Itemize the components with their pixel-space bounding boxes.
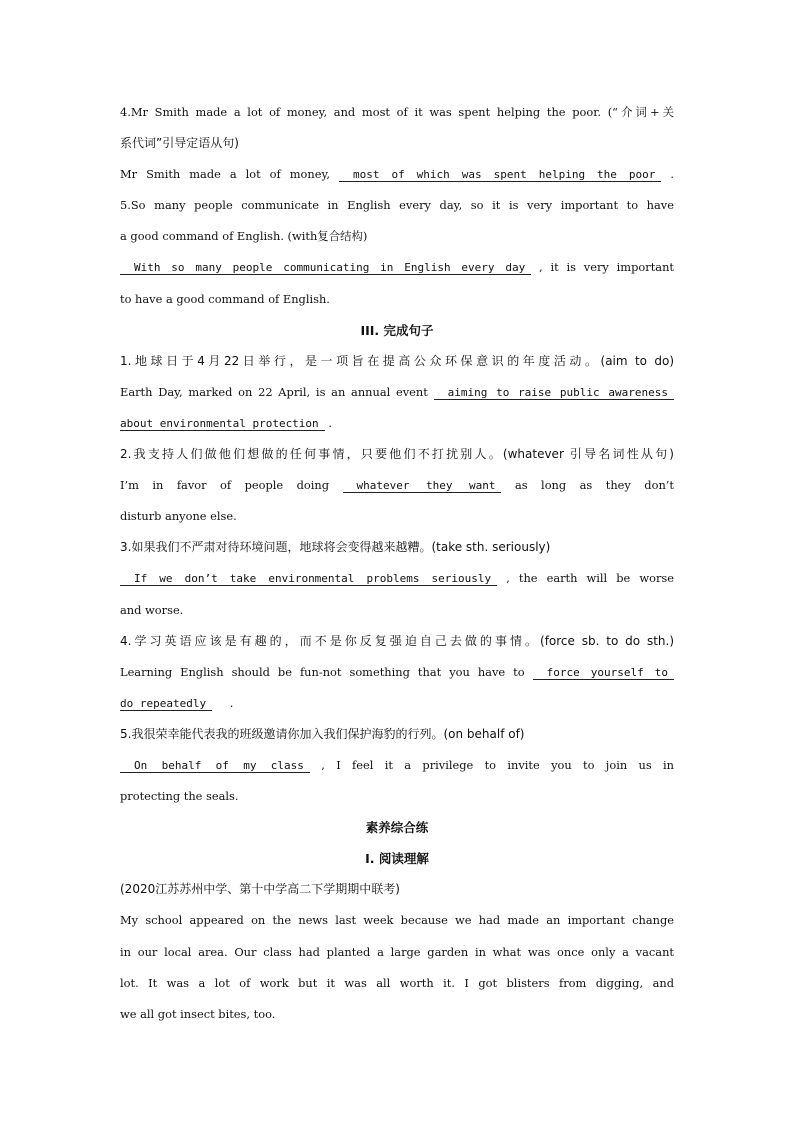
- answer-line: [120, 408, 674, 439]
- text-line: and worse.: [120, 602, 184, 617]
- answer-blank: about environmental protection: [120, 417, 325, 431]
- answer-blank: force yourself to: [533, 666, 674, 680]
- sentence-text: Mr Smith made a lot of money,: [120, 167, 330, 182]
- section-heading: I. 阅读理解: [365, 851, 429, 867]
- text-line: disturb anyone else.: [120, 509, 237, 524]
- passage-line: in our local area. Our class had planted a large garden in what was once only a vacant: [120, 944, 674, 959]
- sentence-text: as long as they don’t: [514, 478, 674, 493]
- text-line: 系代词”引导定语从句): [120, 136, 239, 151]
- passage-line: My school appeared on the news last week because we had made an important change: [120, 913, 674, 928]
- answer-line: [120, 159, 674, 190]
- text-line: protecting the seals.: [120, 789, 239, 804]
- document-body: [120, 97, 674, 1030]
- text-line: 4.Mr Smith made a lot of money, and most of it was spent helping the poor. (“介词+关: [120, 105, 674, 119]
- sentence-text: .: [670, 167, 675, 182]
- answer-blank: do repeatedly: [120, 697, 212, 711]
- answer-line: [120, 470, 674, 501]
- text-line: 5.So many people communicate in English every day, so it is very important to have: [120, 198, 674, 213]
- sentence-text: I’m in favor of people doing: [120, 478, 330, 493]
- question-line: 3.如果我们不严肃对待环境问题，地球将会变得越来越糟。(take sth. seriously): [120, 540, 551, 555]
- answer-line: [120, 688, 674, 719]
- source-note: (2020江苏苏州中学、第十中学高二下学期期中联考): [120, 882, 400, 897]
- answer-blank: whatever they want: [343, 479, 502, 493]
- sentence-text: , the earth will be worse: [506, 571, 674, 586]
- answer-blank: On behalf of my class: [120, 759, 310, 773]
- answer-line: [120, 657, 674, 688]
- answer-blank: If we don’t take environmental problems seriously: [120, 572, 497, 586]
- answer-blank: most of which was spent helping the poor: [339, 168, 661, 182]
- answer-line: [120, 252, 674, 283]
- answer-line: [120, 377, 674, 408]
- passage-line: lot. It was a lot of work but it was all worth it. I got blisters from digging, and: [120, 975, 674, 990]
- text-line: a good command of English. (with复合结构): [120, 229, 368, 244]
- section-heading: 素养综合练: [365, 820, 429, 836]
- question-line: 1.地球日于4月22日举行，是一项旨在提高公众环保意识的年度活动。(aim to do): [120, 353, 674, 368]
- sentence-text: , I feel it a privilege to invite you to join us in: [321, 757, 675, 772]
- sentence-text: .: [328, 415, 332, 430]
- answer-blank: With so many people communicating in English every day: [120, 261, 531, 275]
- sentence-text: .: [229, 695, 234, 710]
- question-line: 4.学习英语应该是有趣的，而不是你反复强迫自己去做的事情。(force sb. to do sth.): [120, 633, 674, 648]
- sentence-text: , it is very important: [539, 260, 674, 275]
- answer-line: [120, 750, 674, 781]
- section-heading: III. 完成句子: [360, 322, 434, 338]
- sentence-text: Earth Day, marked on 22 April, is an annual event: [120, 384, 428, 399]
- question-line: 5.我很荣幸能代表我的班级邀请你加入我们保护海豹的行列。(on behalf of): [120, 726, 525, 741]
- text-line: to have a good command of English.: [120, 291, 330, 306]
- passage-line: we all got insect bites, too.: [120, 1006, 276, 1021]
- answer-blank: aiming to raise public awareness: [434, 386, 674, 400]
- sentence-text: Learning English should be fun-not something that you have to: [120, 664, 525, 679]
- question-line: 2.我支持人们做他们想做的任何事情，只要他们不打扰别人。(whatever 引导名词性从句): [120, 447, 674, 462]
- answer-line: [120, 563, 674, 594]
